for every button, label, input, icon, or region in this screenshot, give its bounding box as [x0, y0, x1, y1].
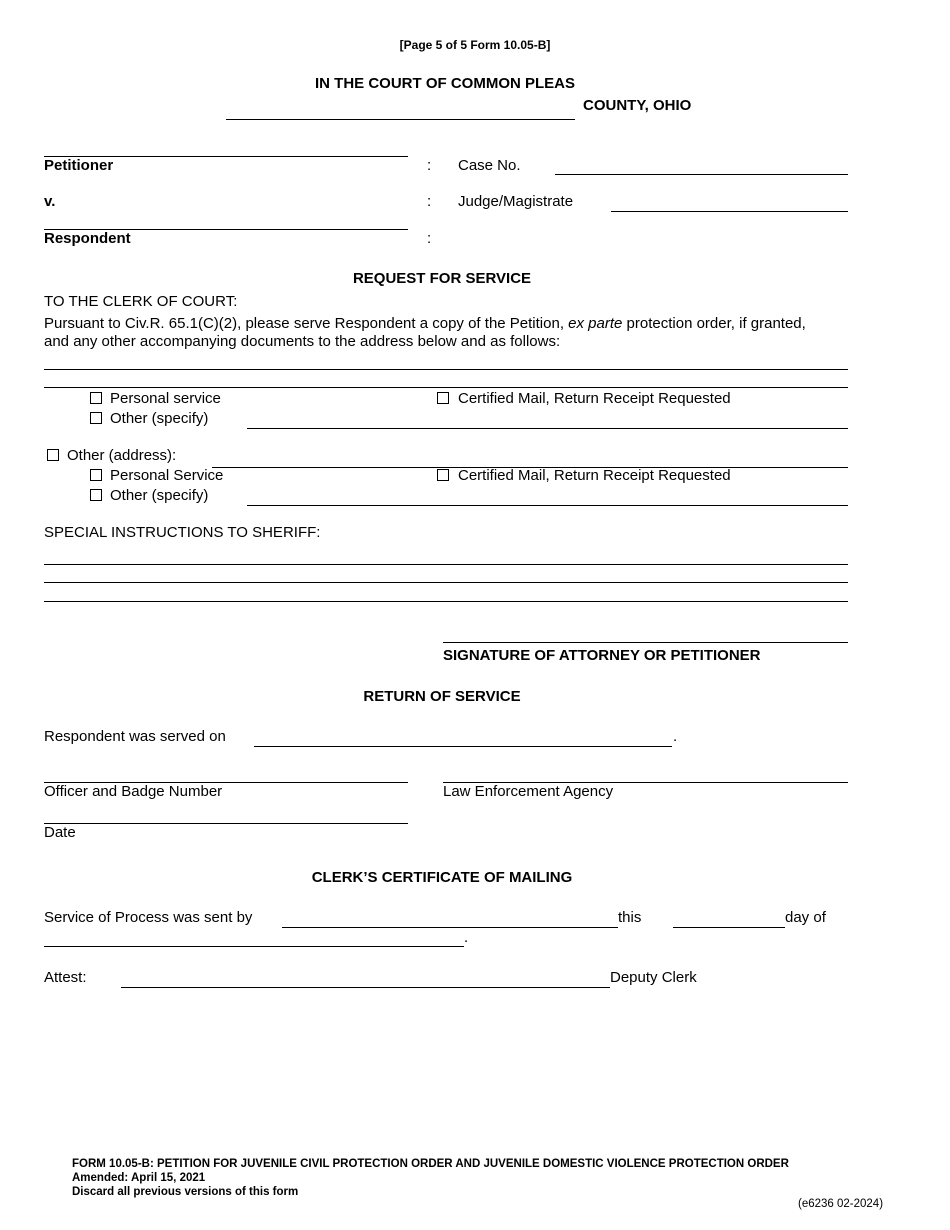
return-of-service-title: RETURN OF SERVICE	[363, 688, 521, 705]
other-specify-checkbox[interactable]	[90, 412, 102, 424]
case-no-label: Case No.	[458, 157, 521, 174]
this-label: this	[618, 909, 642, 926]
certified-mail-checkbox[interactable]	[437, 392, 449, 404]
clerk-certificate-title: CLERK’S CERTIFICATE OF MAILING	[311, 869, 573, 886]
personal-service-checkbox[interactable]	[90, 392, 102, 404]
personal-service-2-label: Personal Service	[110, 467, 224, 484]
special-instructions-field-1[interactable]	[44, 564, 848, 565]
special-instructions-field-2[interactable]	[44, 582, 848, 583]
sent-by-label: Service of Process was sent by	[44, 909, 253, 926]
personal-service-label: Personal service	[110, 390, 221, 407]
request-title: REQUEST FOR SERVICE	[352, 270, 532, 287]
day-field[interactable]	[673, 927, 785, 928]
county-label: COUNTY, OHIO	[583, 97, 692, 114]
footer-amended: Amended: April 15, 2021	[72, 1172, 206, 1184]
attest-label: Attest:	[44, 969, 87, 986]
court-title: IN THE COURT OF COMMON PLEAS	[315, 75, 575, 92]
other-specify-field[interactable]	[247, 428, 848, 429]
other-address-checkbox[interactable]	[47, 449, 59, 461]
served-on-period: .	[673, 728, 678, 745]
other-address-label: Other (address):	[67, 447, 177, 464]
petitioner-label: Petitioner	[44, 157, 114, 174]
respondent-label: Respondent	[44, 230, 131, 247]
to-clerk-label: TO THE CLERK OF COURT:	[44, 293, 238, 310]
served-on-label: Respondent was served on	[44, 728, 226, 745]
agency-label: Law Enforcement Agency	[443, 783, 614, 800]
address-field-line-2[interactable]	[44, 387, 848, 388]
month-year-field[interactable]	[44, 946, 464, 947]
page-label: [Page 5 of 5 Form 10.05-B]	[399, 38, 551, 52]
judge-field[interactable]	[611, 211, 848, 212]
month-year-period: .	[464, 929, 469, 946]
served-on-field[interactable]	[254, 746, 672, 747]
signature-field[interactable]	[443, 642, 848, 643]
county-name-field[interactable]	[226, 119, 575, 120]
address-field-line-1[interactable]	[44, 369, 848, 370]
caption-colon: :	[427, 230, 432, 247]
ex-parte-text: ex parte	[568, 315, 623, 332]
request-body-text: protection order, if granted,	[622, 315, 806, 332]
footer-code: (e6236 02-2024)	[798, 1198, 884, 1210]
certified-mail-2-label: Certified Mail, Return Receipt Requested	[458, 467, 731, 484]
officer-label: Officer and Badge Number	[44, 783, 223, 800]
certified-mail-label: Certified Mail, Return Receipt Requested	[458, 390, 731, 407]
personal-service-2-checkbox[interactable]	[90, 469, 102, 481]
certified-mail-2-checkbox[interactable]	[437, 469, 449, 481]
footer-form-title: FORM 10.05-B: PETITION FOR JUVENILE CIVIL PROTECTION ORDER AND JUVENILE DOMESTIC VIOLENCE PROTECTION ORDER	[72, 1158, 789, 1170]
deputy-clerk-label: Deputy Clerk	[610, 969, 697, 986]
request-body-line2: and any other accompanying documents to the address below and as follows:	[44, 333, 561, 350]
footer-discard: Discard all previous versions of this form	[72, 1186, 299, 1198]
other-specify-2-checkbox[interactable]	[90, 489, 102, 501]
special-instructions-field-3[interactable]	[44, 601, 848, 602]
day-of-label: day of	[785, 909, 826, 926]
other-specify-2-label: Other (specify)	[110, 487, 209, 504]
request-body-line1	[44, 315, 806, 332]
case-no-field[interactable]	[555, 174, 848, 175]
request-body-text: Pursuant to Civ.R. 65.1(C)(2), please serve Respondent a copy of the Petition,	[44, 315, 569, 332]
special-instructions-label: SPECIAL INSTRUCTIONS TO SHERIFF:	[44, 524, 321, 541]
sent-by-field[interactable]	[282, 927, 618, 928]
attest-field[interactable]	[121, 987, 610, 988]
signature-label: SIGNATURE OF ATTORNEY OR PETITIONER	[443, 647, 761, 664]
date-field[interactable]	[44, 823, 408, 824]
judge-label: Judge/Magistrate	[458, 193, 574, 210]
versus-label: v.	[44, 193, 56, 210]
caption-colon: :	[427, 157, 432, 174]
other-specify-label: Other (specify)	[110, 410, 209, 427]
date-label: Date	[44, 824, 76, 841]
caption-colon: :	[427, 193, 432, 210]
other-specify-2-field[interactable]	[247, 505, 848, 506]
